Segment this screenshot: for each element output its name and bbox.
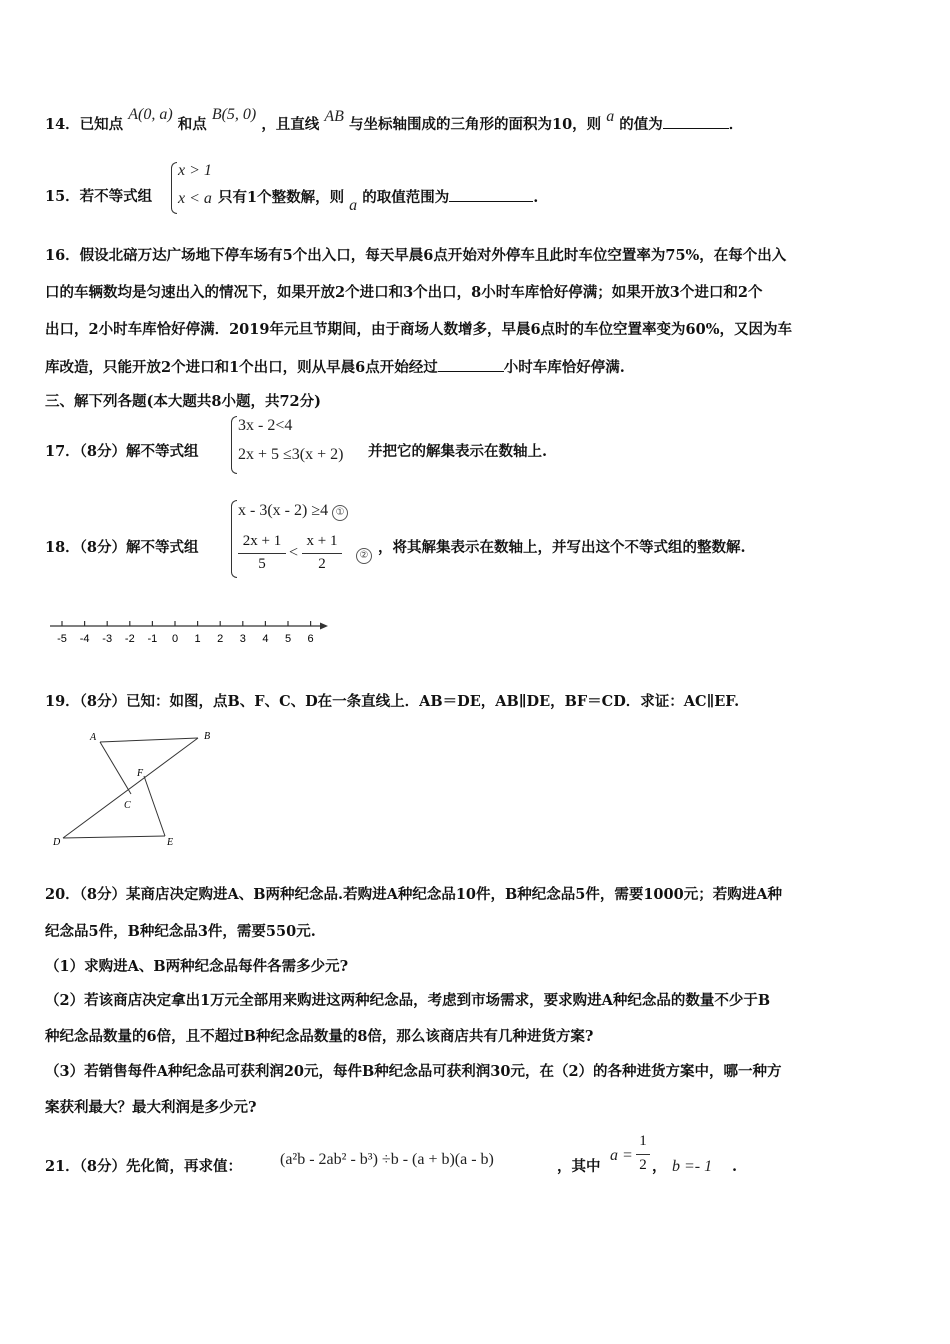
q19-label-a: A [90,732,97,743]
q15-system-1: x > 1 [178,162,212,179]
q19-segment-ab [100,738,198,742]
number-line [40,612,340,652]
q21-text: ，其中 [557,1158,601,1175]
q18-system-1-expr: x - 3(x - 2) ≥4 [238,502,329,519]
q17-system-1: 3x - 2<4 [238,417,293,434]
q16-line-4-b: 小时车库恰好停满. [503,359,625,376]
q14-text-2: ，且直线 [261,116,320,133]
q15-text-1: 只有1个整数解，则 [218,189,345,206]
q20-line-2: 纪念品5件，B种纪念品3件，需要550元. [45,923,316,940]
q21-frac-bar [636,1154,650,1155]
number-line-label: -5 [57,633,67,645]
q19-label-b: B [204,731,211,742]
q20-part-1: （1）求购进A、B两种纪念品每件各需多少元? [45,958,349,975]
q19-segment-bd [63,738,198,838]
q14-end: ． [728,116,744,133]
q18-fraction-2-bar [302,553,342,554]
section-3-heading: 三、解下列各题(本大题共8小题，共72分) [45,393,321,410]
q21-number: 21．（8分）先化简，再求值： [45,1158,243,1175]
number-line-label: 4 [262,633,269,645]
number-line-label: -2 [124,633,135,645]
q15-text-2: 的取值范围为 [362,189,450,206]
number-line-label: -4 [79,633,90,645]
q14-var-a: a [606,108,615,125]
q17-brace [231,416,237,474]
q18-fraction-1-num: 2x + 1 [242,533,282,549]
q17-system-2: 2x + 5 ≤3(x + 2) [238,446,344,463]
q15-answer-blank [449,187,533,202]
q20-line-1: 20．（8分）某商店决定购进A、B两种纪念品.若购进A种纪念品10件，B种纪念品5件，需要1000元；若购进A种 [45,886,782,903]
q18-fraction-2-num: x + 1 [306,533,338,549]
q19-figure [48,726,238,856]
q19-label-d: D [53,837,61,848]
q21-end: . [732,1158,738,1175]
q19-label-e: E [167,837,174,848]
q18-circle-2-wrap [356,543,372,564]
q21-b-eq: b =- 1 [672,1158,713,1175]
q18-fraction-1-bar [238,553,286,554]
q17-text: 并把它的解集表示在数轴上. [368,443,548,460]
q14-line-ab: AB [324,108,344,125]
q15-text [218,187,539,214]
q20-part-2-a: （2）若该商店决定拿出1万元全部用来购进这两种纪念品，考虑到市场需求，要求购进A种纪念品的数量不少于B [45,992,771,1009]
q14-number: 14．已知点 [45,116,124,133]
number-line-label: 5 [284,633,292,645]
q20-part-3-a: （3）若销售每件A种纪念品可获利润20元，每件B种纪念品可获利润30元，在（2）的各种进货方案中，哪一种方 [45,1063,782,1080]
number-line-label: 2 [217,633,224,645]
q19-text: 19．（8分）已知：如图，点B、F、C、D在一条直线上．AB＝DE，AB∥DE，BF＝CD．求证：AC∥EF. [45,693,740,710]
q15-system-2: x < a [178,190,212,207]
q18-number: 18．（8分）解不等式组 [45,539,199,556]
q18-system-1 [238,502,348,521]
q18-circle-2: ② [356,548,372,564]
q15-var-a: a [349,197,358,214]
q15-number: 15．若不等式组 [45,188,153,205]
q21-sep: ， [652,1158,667,1175]
number-line-arrow-icon [320,623,328,630]
q16-line-2: 口的车辆数均是匀速出入的情况下，如果开放2个进口和3个出口，8小时车库恰好停满；如果开放3个进口和2个 [45,284,763,301]
q17-number: 17．（8分）解不等式组 [45,443,199,460]
q21-expression: (a²b - 2ab² - b³) ÷b - (a + b)(a - b) [280,1151,494,1168]
q19-label-f: F [137,768,144,779]
number-line-label: -3 [102,633,113,645]
q20-part-2-b: 种纪念品数量的6倍，且不超过B种纪念品数量的8倍，那么该商店共有几种进货方案? [45,1028,594,1045]
q21-a-eq: a = [610,1147,633,1164]
q21-frac-num: 1 [639,1133,647,1149]
q18-circle-1: ① [332,505,348,521]
q15-end: . [533,189,539,206]
q19-segment-de [63,836,165,838]
q14-text-3: 与坐标轴围成的三角形的面积为10，则 [348,116,602,133]
q18-text: ，将其解集表示在数轴上，并写出这个不等式组的整数解. [378,539,746,556]
q18-fraction-1-den: 5 [258,556,266,572]
q14-line [45,106,744,135]
q21-frac-den: 2 [639,1157,647,1173]
q14-text-1: 和点 [177,116,207,133]
q20-part-3-b: 案获利最大？最大利润是多少元? [45,1099,257,1116]
q14-point-a: A(0, a) [128,106,173,123]
number-line-label: 0 [171,633,179,645]
q19-label-c: C [124,800,131,811]
q16-line-1: 16．假设北碚万达广场地下停车场有5个出入口，每天早晨6点开始对外停车且此时车位空置率为75%，在每个出入 [45,247,787,264]
q18-brace [231,500,237,578]
q14-text-4: 的值为 [619,116,663,133]
q16-line-4 [45,357,625,378]
q15-brace [171,162,177,214]
number-line-label: 3 [239,633,246,645]
q14-answer-blank [663,114,729,129]
number-line-label: 6 [307,633,314,645]
q19-segment-fe [144,776,165,836]
q16-line-3: 出口，2小时车库恰好停满．2019年元旦节期间，由于商场人数增多，早晨6点时的车位空置率变为60%，又因为车 [45,321,792,338]
q14-point-b: B(5, 0) [211,106,257,123]
q18-less-than: < [289,544,299,561]
number-line-label: 1 [194,633,201,645]
q19-segment-ac [100,742,131,794]
q16-answer-blank [438,357,504,372]
number-line-label: -1 [147,633,158,645]
q18-fraction-2-den: 2 [318,556,326,572]
q16-line-4-a: 库改造，只能开放2个进口和1个出口，则从早晨6点开始经过 [45,359,438,376]
